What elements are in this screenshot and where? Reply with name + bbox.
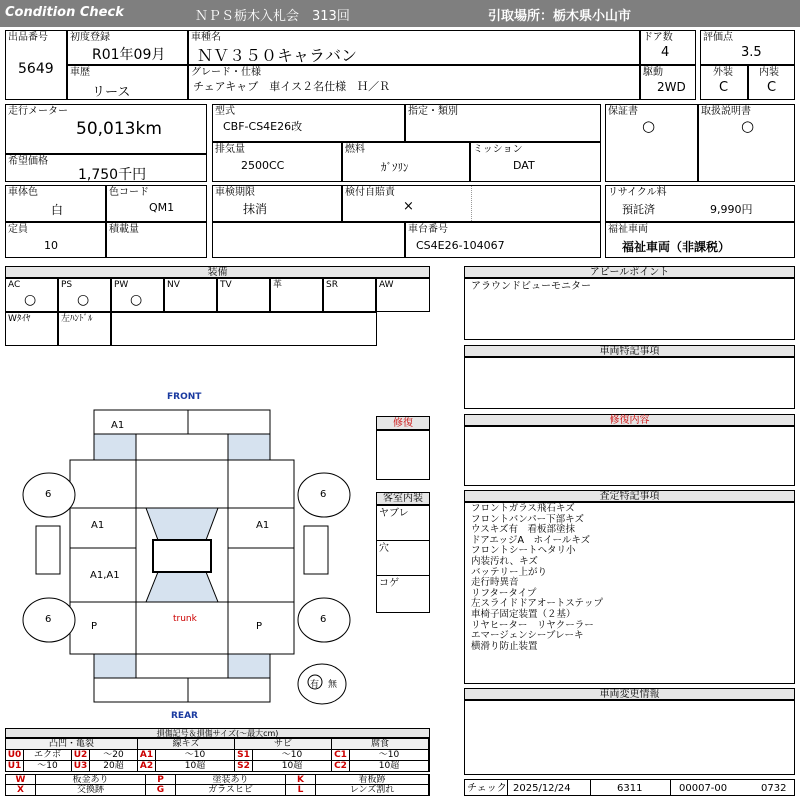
inspect-line: リヤヒーター リヤクーラー <box>471 619 594 631</box>
legend-cell: 10超 <box>253 761 332 772</box>
equipment-label: PW <box>114 280 129 290</box>
inspect-line: 車椅子固定装置（２基） <box>471 608 576 620</box>
cabin-item-1: ヤブレ <box>377 506 429 541</box>
legend-cell: U2 <box>72 750 90 761</box>
header-title: Condition Check <box>5 5 124 20</box>
legend-cell: 20超 <box>90 761 138 772</box>
check-code: 6311 <box>617 783 643 794</box>
tire-rear-left: 6 <box>45 614 52 625</box>
check-date: 2025/12/24 <box>513 783 571 794</box>
inspection-label: 車検期限 <box>215 187 255 198</box>
load-label: 積載量 <box>109 224 139 235</box>
recycle-status: 預託済 <box>622 203 655 216</box>
equipment-value: ○ <box>24 292 37 308</box>
equipment-label: TV <box>220 280 232 290</box>
legend-cell: 10超 <box>350 761 429 772</box>
mark-a1-top: A1 <box>111 420 125 431</box>
spare-yes: 有 <box>310 680 320 690</box>
mark-p-left: P <box>91 621 98 632</box>
legend-bottom-cell: P <box>146 775 176 785</box>
legend-table <box>5 738 430 772</box>
legend-cell: U3 <box>72 761 90 772</box>
front-label: FRONT <box>167 392 202 402</box>
legend-bottom-cell: レンズ割れ <box>316 785 429 795</box>
grade-label: グレード・仕様 <box>191 67 261 78</box>
inspect-line: エマージェンシーブレーキ <box>471 630 584 642</box>
legend-cell: C1 <box>332 750 350 761</box>
rear-label: REAR <box>171 711 198 721</box>
equipment-label: AW <box>379 280 394 290</box>
legend-cell: 〜10 <box>156 750 235 761</box>
cabin-item-3: コゲ <box>379 578 399 589</box>
inspect-line: 左スライドドアオートステップ <box>471 598 604 610</box>
legend-cell: 〜10 <box>24 761 72 772</box>
color-code-label: 色コード <box>109 187 149 198</box>
legend-title: 損傷記号＆損傷サイズ(〜最大cm) <box>5 728 430 738</box>
pickup-location: 引取場所：栃木県小山市 <box>488 9 632 24</box>
legend-bottom-cell: 交換跡 <box>36 785 146 795</box>
fuel-value: ｶﾞｿﾘﾝ <box>381 161 409 174</box>
grade-value: チェアキャブ 車イス２名仕様 Ｈ／Ｒ <box>193 80 391 93</box>
tire-front-right: 6 <box>320 489 327 500</box>
equipment-label: AC <box>8 280 21 290</box>
displacement-value: 2500CC <box>241 159 285 172</box>
inspect-line: フロントバンパー下部キズ <box>471 513 584 525</box>
legend-group-name: サビ <box>235 739 332 750</box>
legend-bottom-cell: G <box>146 785 176 795</box>
car-name-label: 車種名 <box>191 32 221 43</box>
history-value: リース <box>92 85 131 100</box>
recycle-fee: 9,990円 <box>710 203 753 216</box>
inspection-value: 抹消 <box>243 202 268 216</box>
first-reg-label: 初度登録 <box>70 32 110 43</box>
legend-bottom-table <box>5 774 430 796</box>
legend-cell: エクボ <box>24 750 72 761</box>
check-num: 0732 <box>761 783 787 794</box>
history-label: 車歴 <box>70 67 90 78</box>
warranty-value: ○ <box>642 117 656 135</box>
recycle-label: リサイクル料 <box>608 187 667 198</box>
liability-value: × <box>403 199 414 214</box>
body-color-value: 白 <box>51 203 64 217</box>
spare-no: 無 <box>328 680 338 690</box>
legend-bottom-cell: X <box>6 785 36 795</box>
mileage-value: 50,013km <box>76 119 162 139</box>
legend-bottom-cell: W <box>6 775 36 785</box>
legend-cell: S2 <box>235 761 253 772</box>
capacity-value: 10 <box>44 239 58 252</box>
legend-bottom-cell: L <box>286 785 316 795</box>
price-value: 1,750千円 <box>78 167 147 183</box>
drive-value: 2WD <box>657 80 686 94</box>
inspect-line: リフタータイプ <box>471 587 537 599</box>
equipment-value: ○ <box>77 292 90 308</box>
appeal-title: アピールポイント <box>464 266 795 278</box>
inspect-line: 横滑り防止装置 <box>471 640 538 652</box>
repair-detail-title: 修復内容 <box>464 414 795 426</box>
interior-label: 内装 <box>759 67 779 78</box>
check-label: チェック <box>467 783 507 794</box>
legend-bottom-cell: 看板跡 <box>316 775 429 785</box>
equipment-label: NV <box>167 280 180 290</box>
equipment-title: 装備 <box>5 266 430 278</box>
special-title: 車両特記事項 <box>464 345 795 357</box>
legend-cell: A1 <box>138 750 156 761</box>
mark-p-right: P <box>256 621 263 632</box>
change-title: 車両変更情報 <box>464 688 795 700</box>
inspect-line: 内装汚れ、キズ <box>471 555 538 567</box>
legend-cell: 10超 <box>156 761 235 772</box>
legend-cell: 〜20 <box>90 750 138 761</box>
legend-cell: U1 <box>6 761 24 772</box>
legend-cell: S1 <box>235 750 253 761</box>
equipment-label: Wﾀｲﾔ <box>8 314 31 324</box>
cabin-title: 客室内装 <box>376 492 430 505</box>
legend-cell: C2 <box>332 761 350 772</box>
interior-value: C <box>767 80 777 95</box>
equipment-label: 革 <box>273 280 283 290</box>
tire-front-left: 6 <box>45 489 52 500</box>
legend-cell: 〜10 <box>253 750 332 761</box>
model-value: CBF-CS4E26改 <box>223 120 303 133</box>
welfare-value: 福祉車両（非課税） <box>622 240 731 254</box>
lot-number: 5649 <box>18 61 54 77</box>
chassis-value: CS4E26-104067 <box>416 239 505 252</box>
body-color-label: 車体色 <box>8 187 38 198</box>
mark-a1-left: A1 <box>91 520 105 531</box>
equipment-label: PS <box>61 280 73 290</box>
mark-a1-right: A1 <box>256 520 270 531</box>
exterior-value: C <box>719 80 729 95</box>
mission-label: ミッション <box>473 144 523 155</box>
equipment-label: SR <box>326 280 338 290</box>
exterior-label: 外装 <box>713 67 733 78</box>
price-label: 希望価格 <box>8 156 48 167</box>
fuel-label: 燃料 <box>345 144 365 155</box>
inspect-line: ドアエッジA ホイールキズ <box>471 534 591 546</box>
equipment-value: ○ <box>130 292 143 308</box>
mission-value: DAT <box>513 159 535 172</box>
mileage-label: 走行メーター <box>8 106 68 117</box>
legend-bottom-cell: 板金あり <box>36 775 146 785</box>
legend-group-name: 線キズ <box>138 739 235 750</box>
color-code-value: QM1 <box>149 201 175 214</box>
liability-label: 検付自賠責 <box>345 187 395 198</box>
doors-value: 4 <box>661 45 670 60</box>
capacity-label: 定員 <box>8 224 28 235</box>
model-label: 型式 <box>215 106 235 117</box>
legend-group-name: 凸凹・亀裂 <box>6 739 138 750</box>
cabin-item-2: 穴 <box>377 541 429 576</box>
legend-cell: A2 <box>138 761 156 772</box>
tire-rear-right: 6 <box>320 614 327 625</box>
auction-name: ＮＰＳ栃木入札会 313回 <box>195 9 350 24</box>
legend-bottom-cell: ガラスヒビ <box>176 785 286 795</box>
doors-label: ドア数 <box>643 32 673 43</box>
inspect-line: バッテリー上がり <box>471 566 548 578</box>
manual-label: 取扱説明書 <box>701 106 751 117</box>
inspect-line: フロントガラス飛石キズ <box>471 503 575 514</box>
check-id: 00007-00 <box>679 783 728 794</box>
designation-label: 指定・類別 <box>408 106 458 117</box>
legend-cell: U0 <box>6 750 24 761</box>
score-label: 評価点 <box>703 32 733 43</box>
mark-a1a1: A1,A1 <box>90 570 120 581</box>
legend-cell: 〜10 <box>350 750 429 761</box>
inspect-line: 走行時異音 <box>471 577 519 589</box>
chassis-label: 車台番号 <box>408 224 448 235</box>
drive-label: 駆動 <box>643 67 663 78</box>
legend-bottom-cell: 塗装あり <box>176 775 286 785</box>
car-name-value: ＮＶ３５０キャラバン <box>197 46 358 65</box>
score-value: 3.5 <box>741 45 762 60</box>
appeal-text: アラウンドビューモニター <box>471 281 591 292</box>
equipment-label: 左ﾊﾝﾄﾞﾙ <box>61 314 93 324</box>
displacement-label: 排気量 <box>215 144 245 155</box>
repair-title: 修復 <box>376 416 430 430</box>
inspect-title: 査定特記事項 <box>464 490 795 502</box>
inspect-line: フロントシートヘタリ小 <box>471 545 576 557</box>
trunk-label: trunk <box>173 614 197 624</box>
welfare-label: 福祉車両 <box>608 224 648 235</box>
inspect-line: ウスキズ有 看板部塗抹 <box>471 524 576 536</box>
first-reg-value: R01年09月 <box>92 47 166 63</box>
warranty-label: 保証書 <box>608 106 638 117</box>
lot-label: 出品番号 <box>8 32 48 43</box>
legend-group-name: 腐食 <box>332 739 429 750</box>
manual-value: ○ <box>741 117 755 135</box>
legend-bottom-cell: K <box>286 775 316 785</box>
footer-box <box>464 779 795 796</box>
